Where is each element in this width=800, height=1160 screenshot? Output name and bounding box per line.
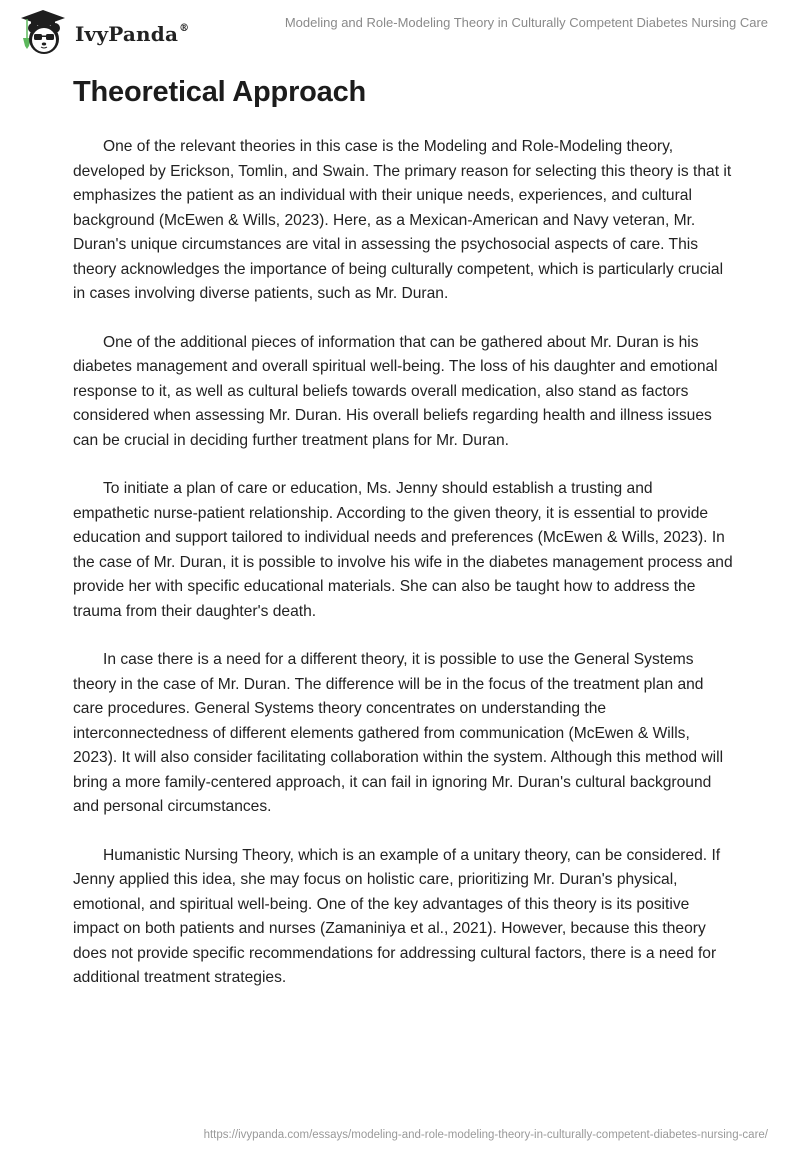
logo-text: IvyPanda® xyxy=(75,22,190,46)
paragraph: In case there is a need for a different theory, it is possible to use the General Systems theory in the case of Mr. Duran. The difference will be in the focus of the treatment plan and care procedures. General Systems theory concentrates on understanding the interconnectedness of different elements gathered from communication (McEwen & Wills, 2023). It will also consider facilitating collaboration within the system. Although this method will bring a more family-centered approach, it can fail in ignoring Mr. Duran's cultural background and personal circumstances. xyxy=(73,651,724,815)
page-header xyxy=(0,0,800,60)
article-content xyxy=(73,72,733,991)
registered-mark: ® xyxy=(179,23,190,35)
source-url-link[interactable]: https://ivypanda.com/essays/modeling-and-role-modeling-theory-in-culturally-competent-diabetes-nursing-care/ xyxy=(203,1129,768,1141)
panda-graduate-icon xyxy=(17,8,69,56)
document-title: Modeling and Role-Modeling Theory in Culturally Competent Diabetes Nursing Care xyxy=(284,15,768,30)
ivypanda-logo[interactable] xyxy=(17,8,189,56)
paragraph: One of the additional pieces of information that can be gathered about Mr. Duran is his diabetes management and overall spiritual well-being. The loss of his daughter and emotional response to it, as well as cultural beliefs towards overall medication, also stand as factors considered when assessing Mr. Duran. His overall beliefs regarding health and illness issues can be crucial in deciding further treatment plans for Mr. Duran. xyxy=(73,333,718,449)
paragraph: One of the relevant theories in this case is the Modeling and Role-Modeling theory, developed by Erickson, Tomlin, and Swain. The primary reason for selecting this theory is that it emphasizes the patient as an individual with their unique needs, experiences, and cultural background (McEwen & Wills, 2023). Here, as a Mexican-American and Navy veteran, Mr. Duran's unique circumstances are vital in assessing the psychosocial aspects of care. This theory acknowledges the importance of being culturally competent, which is particularly crucial in cases involving diverse patients, such as Mr. Duran. xyxy=(73,138,732,302)
paragraph: To initiate a plan of care or education, Ms. Jenny should establish a trusting and empathetic nurse-patient relationship. According to the given theory, it is essential to provide education and support tailored to individual needs and preferences (McEwen & Wills, 2023). In the case of Mr. Duran, it is possible to involve his wife in the diabetes management process and provide her with specific educational materials. She can also be taught how to address the trauma from their daughter's death. xyxy=(73,480,733,620)
section-heading: Theoretical Approach xyxy=(73,76,367,108)
paragraph: Humanistic Nursing Theory, which is an example of a unitary theory, can be considered. If Jenny applied this idea, she may focus on holistic care, prioritizing Mr. Duran's physical, emotional, and spiritual well-being. One of the key advantages of this theory is its positive impact on both patients and nurses (Zamaniniya et al., 2021). However, because this theory does not provide specific recommendations for addressing cultural factors, there is a need for additional treatment strategies. xyxy=(73,846,721,986)
